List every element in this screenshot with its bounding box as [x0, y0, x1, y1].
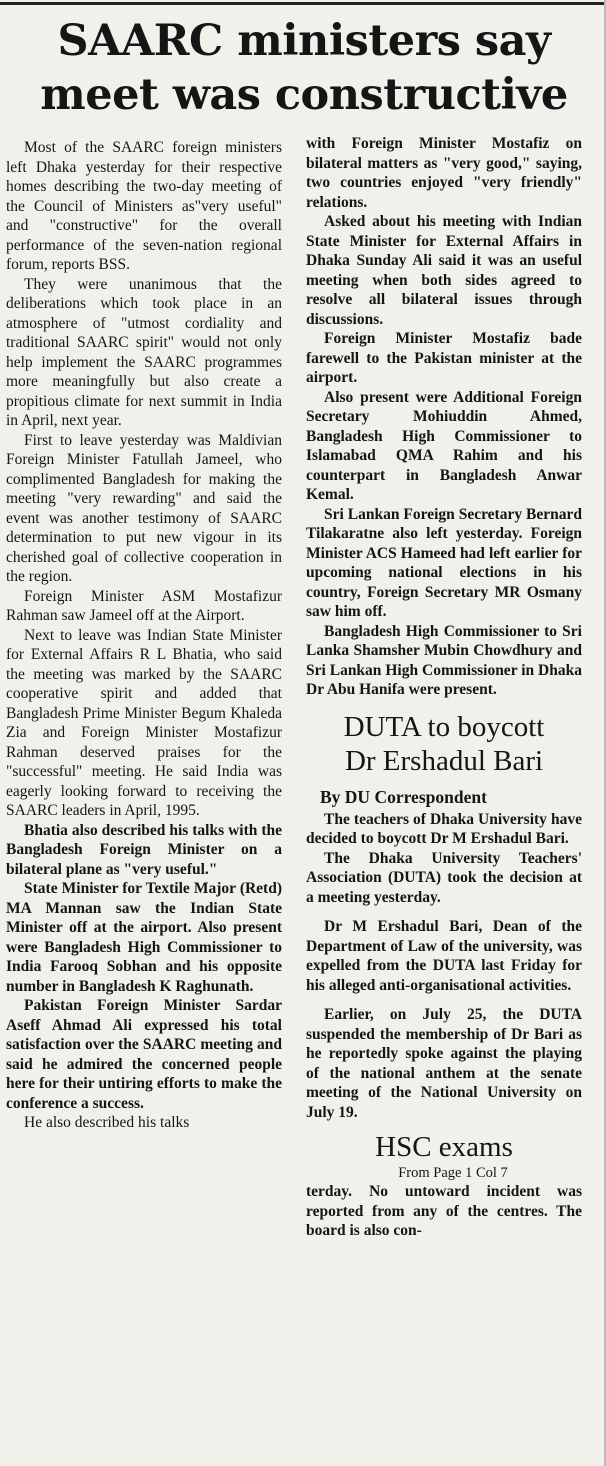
hsc-headline: HSC exams: [375, 1131, 513, 1163]
hsc-paragraph: terday. No untoward incident was reported from any of the centres. The board is also con-: [306, 1183, 582, 1239]
duta-paragraph: Earlier, on July 25, the DUTA suspended the membership of Dr Bari as he reportedly spoke against the playing of the national anthem at the senate meeting of the National University on July 19.: [306, 1006, 582, 1121]
hsc-jump-line: From Page 1 Col 7: [398, 1165, 508, 1181]
article-paragraph: Pakistan Foreign Minister Sardar Aseff Ahmad Ali expressed his total satisfaction over the SAARC meeting and said he admired the concerned people here for their untiring efforts to make the conference a success.: [6, 997, 282, 1112]
article-paragraph: Also present were Additional Foreign Secretary Mohiuddin Ahmed, Bangladesh High Commissioner to Islamabad QMA Rahim and his counterpart in Bangladesh Anwar Kemal.: [306, 388, 582, 503]
main-headline: [8, 14, 600, 122]
article-paragraph: Sri Lankan Foreign Secretary Bernard Tilakaratne also left yesterday. Foreign Minister ACS Hameed had left earlier for upcoming national elections in his country, Foreign Secretary MR Osmany saw him off.: [306, 505, 582, 620]
top-rule: [0, 2, 606, 5]
hsc-body: [306, 1182, 582, 1241]
article-paragraph: with Foreign Minister Mostafiz on bilateral matters as "very good," saying, two countries enjoyed "very friendly" relations.: [306, 135, 582, 211]
article-paragraph: Bhatia also described his talks with the Bangladesh Foreign Minister on a bilateral plane as "very useful.": [6, 821, 282, 878]
headline-line-1: SAARC ministers say: [57, 16, 551, 66]
left-column: [6, 138, 282, 1133]
article-paragraph: Foreign Minister ASM Mostafizur Rahman saw Jameel off at the Airport.: [6, 587, 282, 624]
duta-headline-line-1: DUTA to boycott: [343, 710, 545, 743]
duta-headline: [306, 710, 582, 778]
article-paragraph: Most of the SAARC foreign ministers left Dhaka yesterday for their respective homes describing the two-day meeting of the Council of Ministers as"very useful" and "constructive" for the overall performance of the seven-nation regional forum, reports BSS.: [6, 139, 282, 273]
saarc-continuation: [306, 134, 582, 700]
article-paragraph: He also described his talks: [24, 1114, 190, 1131]
headline-line-2: meet was constructive: [40, 70, 568, 120]
duta-body: [306, 810, 582, 1123]
duta-paragraph: The Dhaka University Teachers' Association (DUTA) took the decision at a meeting yesterday.: [306, 849, 582, 906]
duta-headline-line-2: Dr Ershadul Bari: [344, 744, 544, 777]
article-paragraph: First to leave yesterday was Maldivian Foreign Minister Fatullah Jameel, who complimented Bangladesh for making the meeting "very rewarding" and said the event was another testimony of SAARC determination to put new vigour in its cherished goal of collective cooperation in the region.: [6, 431, 282, 585]
article-paragraph: Foreign Minister Mostafiz bade farewell to the Pakistan minister at the airport.: [306, 330, 582, 386]
right-column: [306, 134, 582, 1241]
article-paragraph: They were unanimous that the deliberations which took place in an atmosphere of "utmost cordiality and traditional SAARC spirit" would not only help implement the SAARC programmes more meaningfully but also create a propitious climate for next summit in India in April, next year.: [6, 275, 282, 429]
duta-byline: By DU Correspondent: [320, 786, 487, 807]
duta-paragraph: Dr M Ershadul Bari, Dean of the Department of Law of the university, was expelled from the DUTA last Friday for his alleged anti-organisational activities.: [306, 918, 582, 994]
article-paragraph: Bangladesh High Commissioner to Sri Lanka Shamsher Mubin Chowdhury and Sri Lankan High Commissioner in Dhaka Dr Abu Hanifa were present.: [306, 622, 582, 698]
article-paragraph: Asked about his meeting with Indian State Minister for External Affairs in Dhaka Sunday Ali said it was an useful meeting when both sides agreed to resolve all bilateral issues through discussions.: [306, 213, 582, 328]
article-paragraph: State Minister for Textile Major (Retd) MA Mannan saw the Indian State Minister off at the airport. Also present were Bangladesh High Commissioner to India Farooq Sobhan and his opposite number in Bangladesh K Raghunath.: [6, 880, 282, 995]
article-paragraph: Next to leave was Indian State Minister for External Affairs R L Bhatia, who said the meeting was marked by the SAARC cooperative spirit and added that Bangladesh Prime Minister Begum Khaleda Zia and Foreign Minister Mostafizur Rahman deserved praises for the "successful" meeting. He said India was eagerly looking forward to receiving the SAARC leaders in April, 1995.: [6, 626, 282, 819]
duta-paragraph: The teachers of Dhaka University have decided to boycott Dr M Ershadul Bari.: [306, 810, 582, 847]
